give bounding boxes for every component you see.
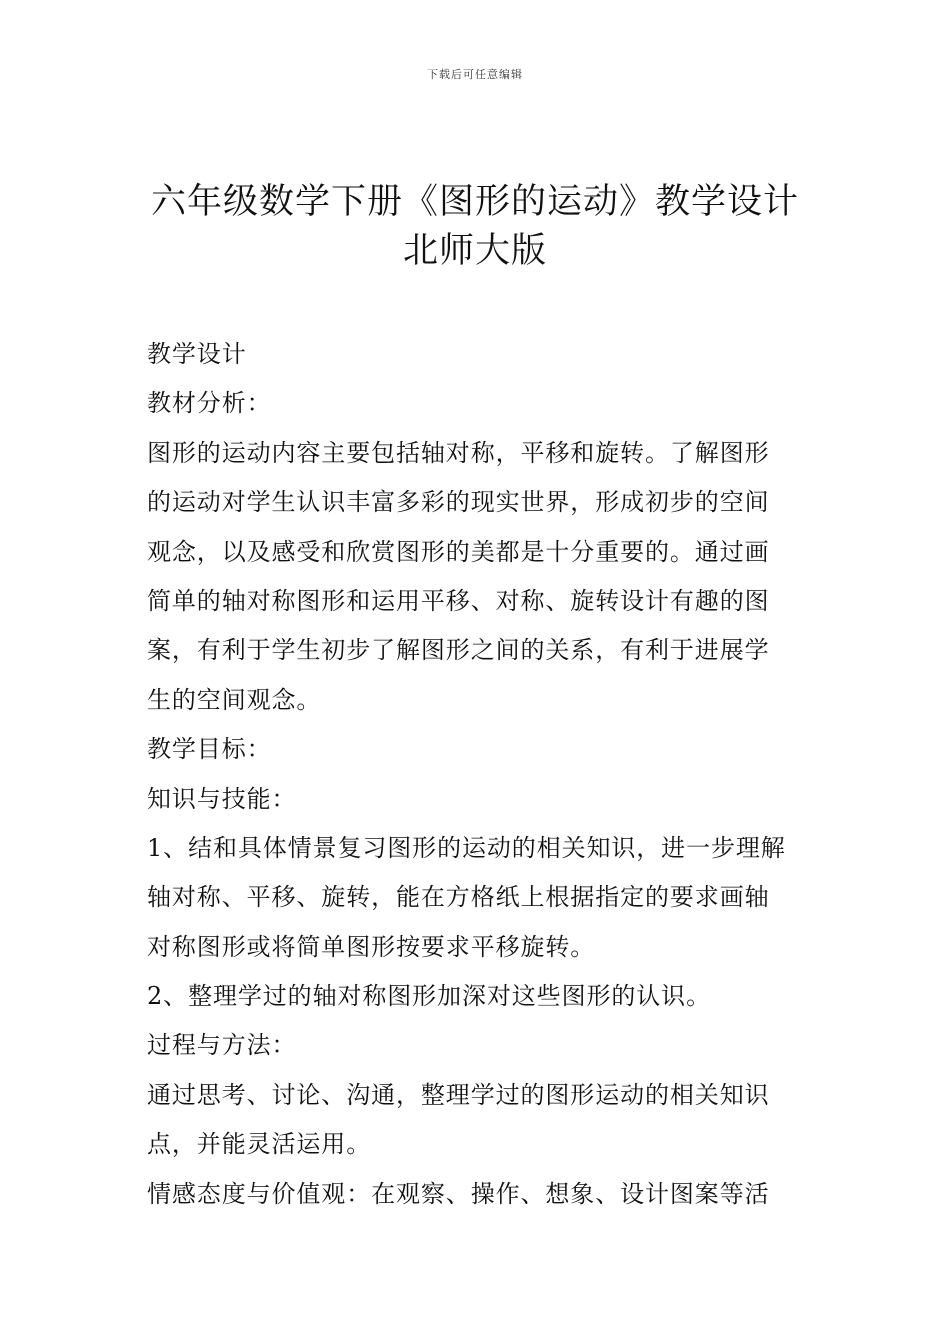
- paragraph-line: 图形的运动内容主要包括轴对称，平移和旋转。了解图形: [147, 438, 770, 467]
- list-item-line: 2、整理学过的轴对称图形加深对这些图形的认识。: [147, 982, 711, 1011]
- paragraph-line: 案，有利于学生初步了解图形之间的关系，有利于进展学: [147, 636, 770, 665]
- paragraph-line: 通过思考、讨论、沟通，整理学过的图形运动的相关知识: [147, 1080, 770, 1109]
- paragraph-line: 生的空间观念。: [147, 685, 322, 714]
- document-title-line-1: 六年级数学下册《图形的运动》教学设计: [150, 182, 799, 222]
- page-header-note: 下载后可任意编辑: [427, 68, 523, 81]
- section-heading-material-analysis: 教材分析：: [147, 389, 272, 418]
- paragraph-line: 的运动对学生认识丰富多彩的现实世界，形成初步的空间: [147, 488, 770, 517]
- list-item-line: 对称图形或将简单图形按要求平移旋转。: [147, 932, 596, 961]
- list-item-line: 轴对称、平移、旋转，能在方格纸上根据指定的要求画轴: [147, 883, 770, 912]
- section-heading-teaching-design: 教学设计: [147, 340, 247, 368]
- subheading-knowledge-skills: 知识与技能：: [147, 784, 297, 813]
- paragraph-line: 简单的轴对称图形和运用平移、对称、旋转设计有趣的图: [147, 586, 770, 615]
- list-item-line: 1、结和具体情景复习图形的运动的相关知识，进一步理解: [147, 833, 786, 862]
- paragraph-line: 情感态度与价值观：在观察、操作、想象、设计图案等活: [147, 1179, 770, 1208]
- section-heading-teaching-goals: 教学目标：: [147, 735, 272, 764]
- paragraph-line: 点，并能灵活运用。: [147, 1130, 372, 1159]
- subheading-process-methods: 过程与方法：: [147, 1031, 297, 1060]
- document-title-line-2: 北师大版: [402, 231, 547, 271]
- paragraph-line: 观念，以及感受和欣赏图形的美都是十分重要的。通过画: [147, 537, 770, 566]
- document-body: [147, 330, 817, 1219]
